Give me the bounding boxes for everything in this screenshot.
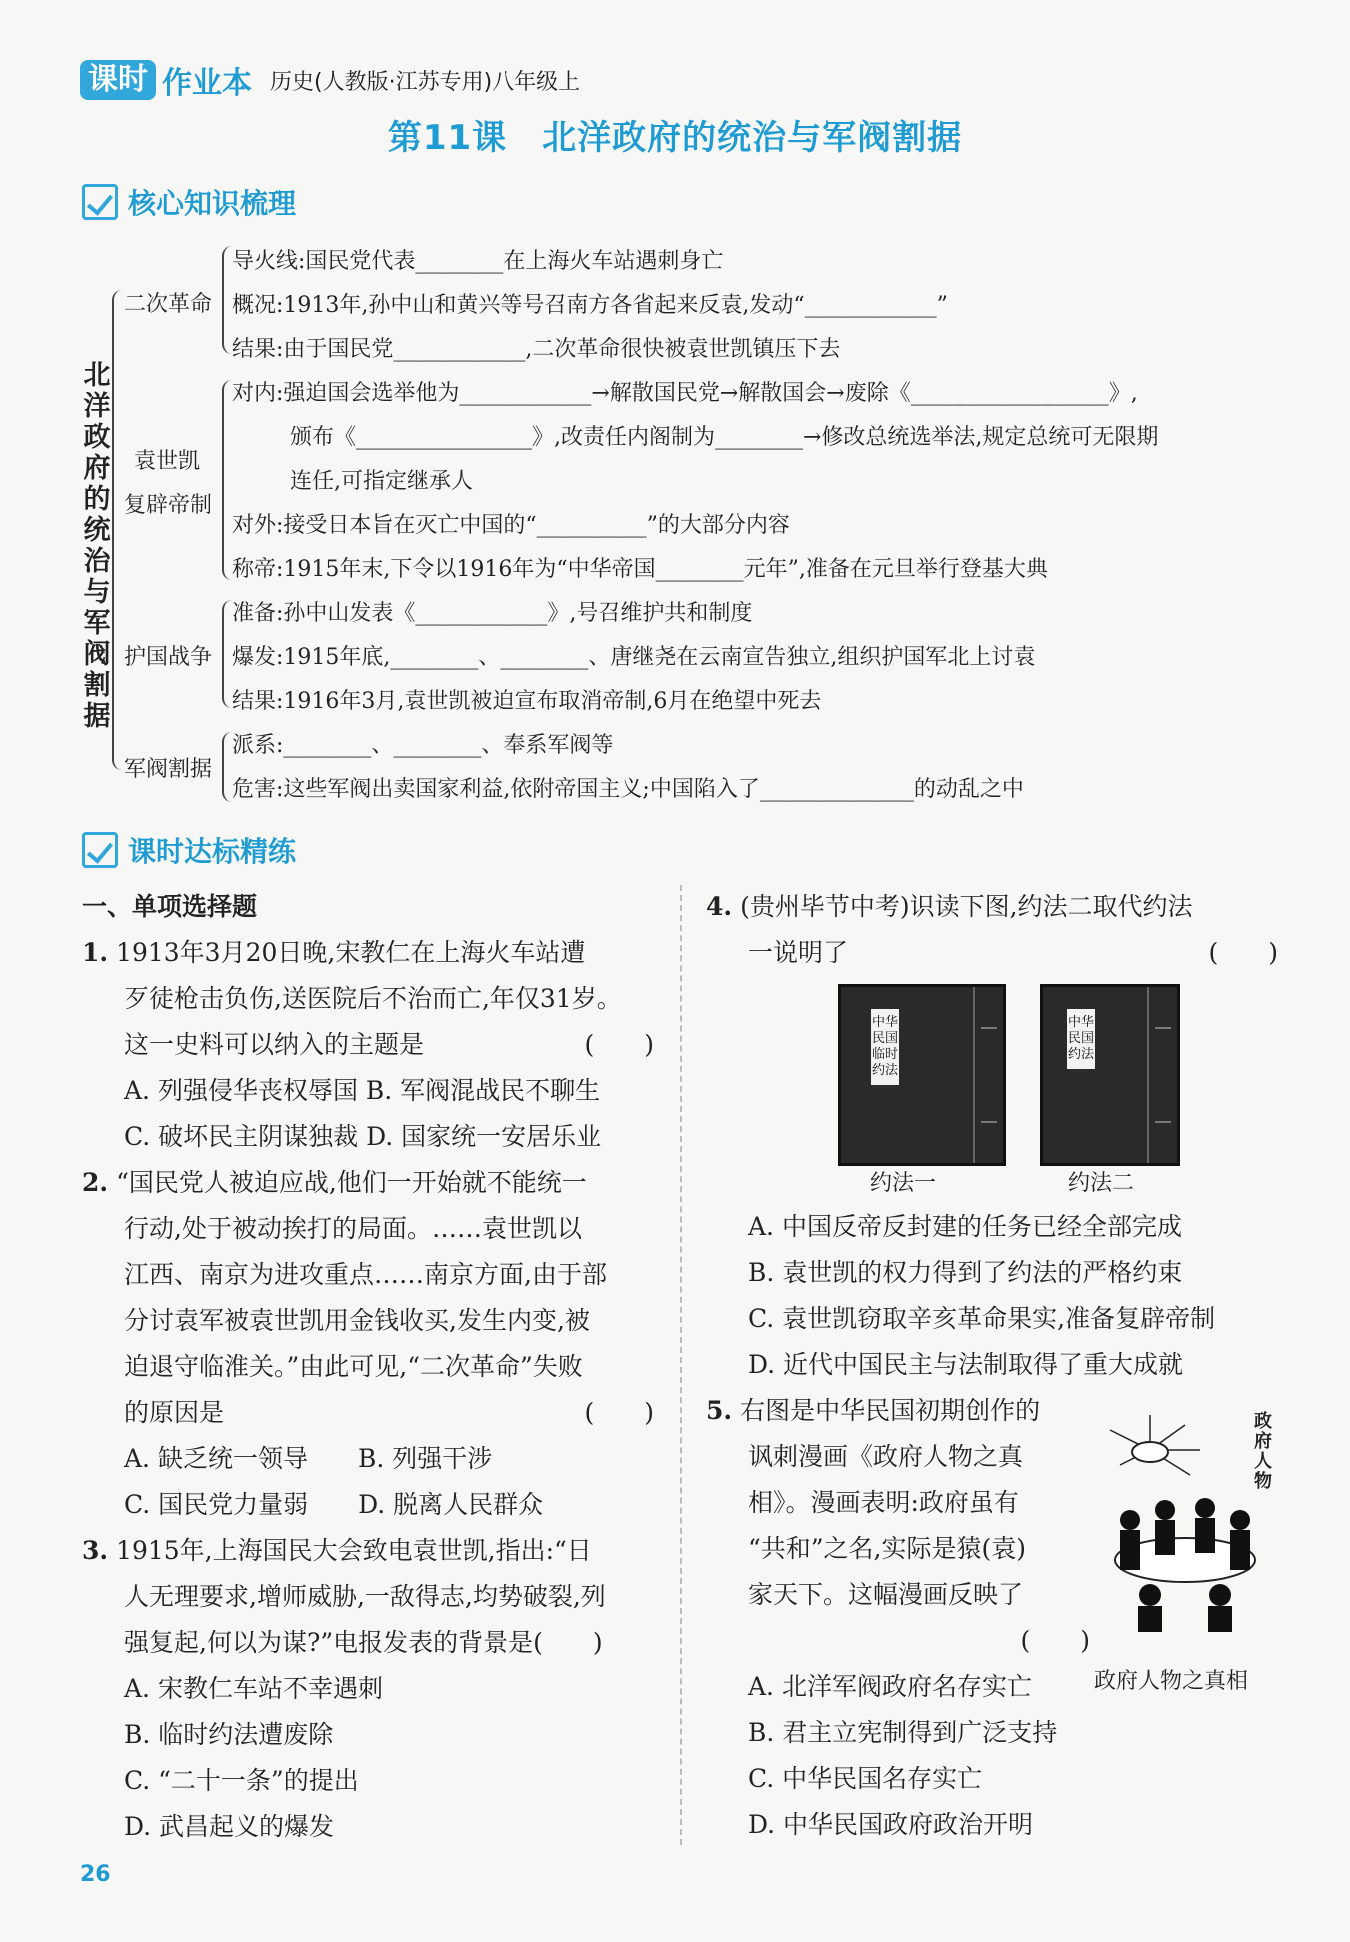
- brace-g4: [222, 732, 232, 802]
- option-a[interactable]: A. 宋教仁车站不幸遇刺: [124, 1674, 383, 1703]
- answer-blank[interactable]: ( ): [584, 1030, 654, 1059]
- tree-line: 连任,可指定继承人: [290, 469, 473, 494]
- section-title: 核心知识梳理: [128, 187, 297, 220]
- question-text: 江西、南京为进攻重点……南京方面,由于部: [124, 1260, 607, 1289]
- section-title: 课时达标精练: [128, 835, 297, 868]
- subject-line: 历史(人教版·江苏专用)八年级上: [270, 69, 581, 95]
- option-b[interactable]: B. 临时约法遭废除: [124, 1720, 334, 1749]
- brand-name: 作业本: [162, 66, 252, 101]
- main-brace: [112, 290, 124, 770]
- tree-line: 概况:1913年,孙中山和黄兴等号召南方各省起来反袁,发动“____________”: [232, 293, 948, 318]
- book-label: 中华民国临时约法: [871, 1009, 899, 1085]
- tree-line: 导火线:国民党代表________在上海火车站遇刺身亡: [232, 249, 724, 274]
- group-restoration-2: 复辟帝制: [124, 493, 213, 518]
- question-text: 这一史料可以纳入的主题是 ( ): [82, 1022, 654, 1068]
- question-text: 讽刺漫画《政府人物之真: [748, 1442, 1024, 1471]
- option-ab[interactable]: A. 缺乏统一领导 B. 列强干涉: [124, 1444, 493, 1473]
- question-text: 分讨袁军被袁世凯用金钱收买,发生内变,被: [124, 1306, 590, 1335]
- question-text: “共和”之名,实际是猿(袁): [748, 1534, 1027, 1563]
- question-number: 1.: [82, 938, 109, 967]
- question-text: 一说明了 ( ): [706, 930, 1278, 976]
- cartoon-side-title: 政府人物: [1254, 1411, 1272, 1492]
- question-number: 5.: [706, 1396, 733, 1425]
- option-c[interactable]: C. 袁世凯窃取辛亥革命果实,准备复辟帝制: [748, 1304, 1216, 1333]
- tree-line: 派系:________、________、奉系军阀等: [232, 733, 614, 758]
- question-text: 家天下。这幅漫画反映了: [748, 1580, 1024, 1609]
- option-d[interactable]: D. 武昌起义的爆发: [124, 1812, 335, 1841]
- book-constitution: [1040, 984, 1180, 1166]
- answer-blank[interactable]: ( ): [584, 1398, 654, 1427]
- question-text: “国民党人被迫应战,他们一开始就不能统一: [116, 1168, 587, 1197]
- knowledge-tree: [0, 0, 1350, 820]
- group-warlords: 军阀割据: [124, 757, 213, 782]
- group-restoration: 袁世凯: [134, 449, 201, 474]
- book-spine: [973, 987, 1003, 1163]
- tree-line: 颁布《________________》,改责任内阁制为________→修改总统选举法,规定总统可无限期: [290, 425, 1159, 450]
- question-number: 3.: [82, 1536, 109, 1565]
- question-text: 人无理要求,增师威胁,一敌得志,均势破裂,列: [124, 1582, 606, 1611]
- question-text: 的原因是 ( ): [82, 1390, 654, 1436]
- question-text: 右图是中华民国初期创作的: [740, 1396, 1041, 1425]
- option-c[interactable]: C. 中华民国名存实亡: [748, 1764, 983, 1793]
- section-practice-header: [82, 830, 296, 870]
- option-a[interactable]: A. 北洋军阀政府名存实亡: [748, 1672, 1032, 1701]
- pencil-icon: [82, 832, 118, 868]
- option-b[interactable]: B. 袁世凯的权力得到了约法的严格约束: [748, 1258, 1183, 1287]
- cartoon-caption: 政府人物之真相: [1094, 1669, 1249, 1694]
- question-number: 2.: [82, 1168, 109, 1197]
- tree-line: 准备:孙中山发表《____________》,号召维护共和制度: [232, 601, 753, 626]
- group-second-revolution: 二次革命: [124, 292, 213, 317]
- question-text: 相》。漫画表明:政府虽有: [748, 1488, 1019, 1517]
- question-text: 歹徒枪击负伤,送医院后不治而亡,年仅31岁。: [124, 984, 622, 1013]
- tree-line: 危害:这些军阀出卖国家利益,依附帝国主义;中国陷入了______________的动乱之中: [232, 777, 1024, 802]
- tree-root: 北洋政府的统治与军阀割据: [83, 360, 111, 732]
- option-b[interactable]: B. 君主立宪制得到广泛支持: [748, 1718, 1058, 1747]
- question-text: 1915年,上海国民大会致电袁世凯,指出:“日: [116, 1536, 592, 1565]
- question-number: 4.: [706, 892, 733, 921]
- option-ab[interactable]: A. 列强侵华丧权辱国 B. 军阀混战民不聊生: [124, 1076, 601, 1105]
- answer-blank[interactable]: ( ): [1208, 938, 1278, 967]
- caption-book2: 约法二: [1068, 1171, 1135, 1196]
- option-c[interactable]: C. “二十一条”的提出: [124, 1766, 359, 1795]
- tree-line: 对外:接受日本旨在灭亡中国的“__________”的大部分内容: [232, 513, 790, 538]
- tree-line: 对内:强迫国会选举他为____________→解散国民党→解散国会→废除《__________________》,: [232, 381, 1138, 406]
- caption-book1: 约法一: [870, 1171, 937, 1196]
- brand-logo: 课时: [80, 60, 156, 100]
- brace-g1: [222, 246, 232, 354]
- option-a[interactable]: A. 中国反帝反封建的任务已经全部完成: [748, 1212, 1182, 1241]
- book-provisional-constitution: [838, 984, 1006, 1166]
- answer-blank[interactable]: ( ): [1020, 1626, 1090, 1655]
- question-text: (贵州毕节中考)识读下图,约法二取代约法: [740, 892, 1193, 921]
- lesson-title: 第11课 北洋政府的统治与军阀割据: [387, 118, 963, 158]
- tree-line: 结果:由于国民党____________,二次革命很快被袁世凯镇压下去: [232, 337, 841, 362]
- question-text: 1913年3月20日晚,宋教仁在上海火车站遭: [116, 938, 586, 967]
- part-title: 一、单项选择题: [82, 892, 258, 921]
- question-text: 行动,处于被动挨打的局面。……袁世凯以: [124, 1214, 582, 1243]
- column-divider: [680, 885, 682, 1845]
- page-number: 26: [80, 1862, 111, 1887]
- left-column: [82, 884, 654, 1850]
- group-protect-war: 护国战争: [124, 645, 213, 670]
- book-spine: [1147, 987, 1177, 1163]
- option-d[interactable]: D. 近代中国民主与法制取得了重大成就: [748, 1350, 1184, 1379]
- book-label: 中华民国约法: [1067, 1009, 1095, 1069]
- brace-g3: [222, 600, 232, 708]
- tree-line: 爆发:1915年底,________、________、唐继尧在云南宣告独立,组织护国军北上讨袁: [232, 645, 1036, 670]
- question-text: 迫退守临淮关。”由此可见,“二次革命”失败: [124, 1352, 583, 1381]
- option-cd[interactable]: C. 破坏民主阴谋独裁 D. 国家统一安居乐业: [124, 1122, 602, 1151]
- right-column: [706, 884, 1278, 976]
- tree-line: 结果:1916年3月,袁世凯被迫宣布取消帝制,6月在绝望中死去: [232, 689, 822, 714]
- option-cd[interactable]: C. 国民党力量弱 D. 脱离人民群众: [124, 1490, 544, 1519]
- tree-line: 称帝:1915年末,下令以1916年为“中华帝国________元年”,准备在元旦举行登基大典: [232, 557, 1048, 582]
- question-text: 强复起,何以为谋?”电报发表的背景是( ): [124, 1628, 603, 1657]
- option-d[interactable]: D. 中华民国政府政治开明: [748, 1810, 1034, 1839]
- brace-g2: [222, 380, 232, 580]
